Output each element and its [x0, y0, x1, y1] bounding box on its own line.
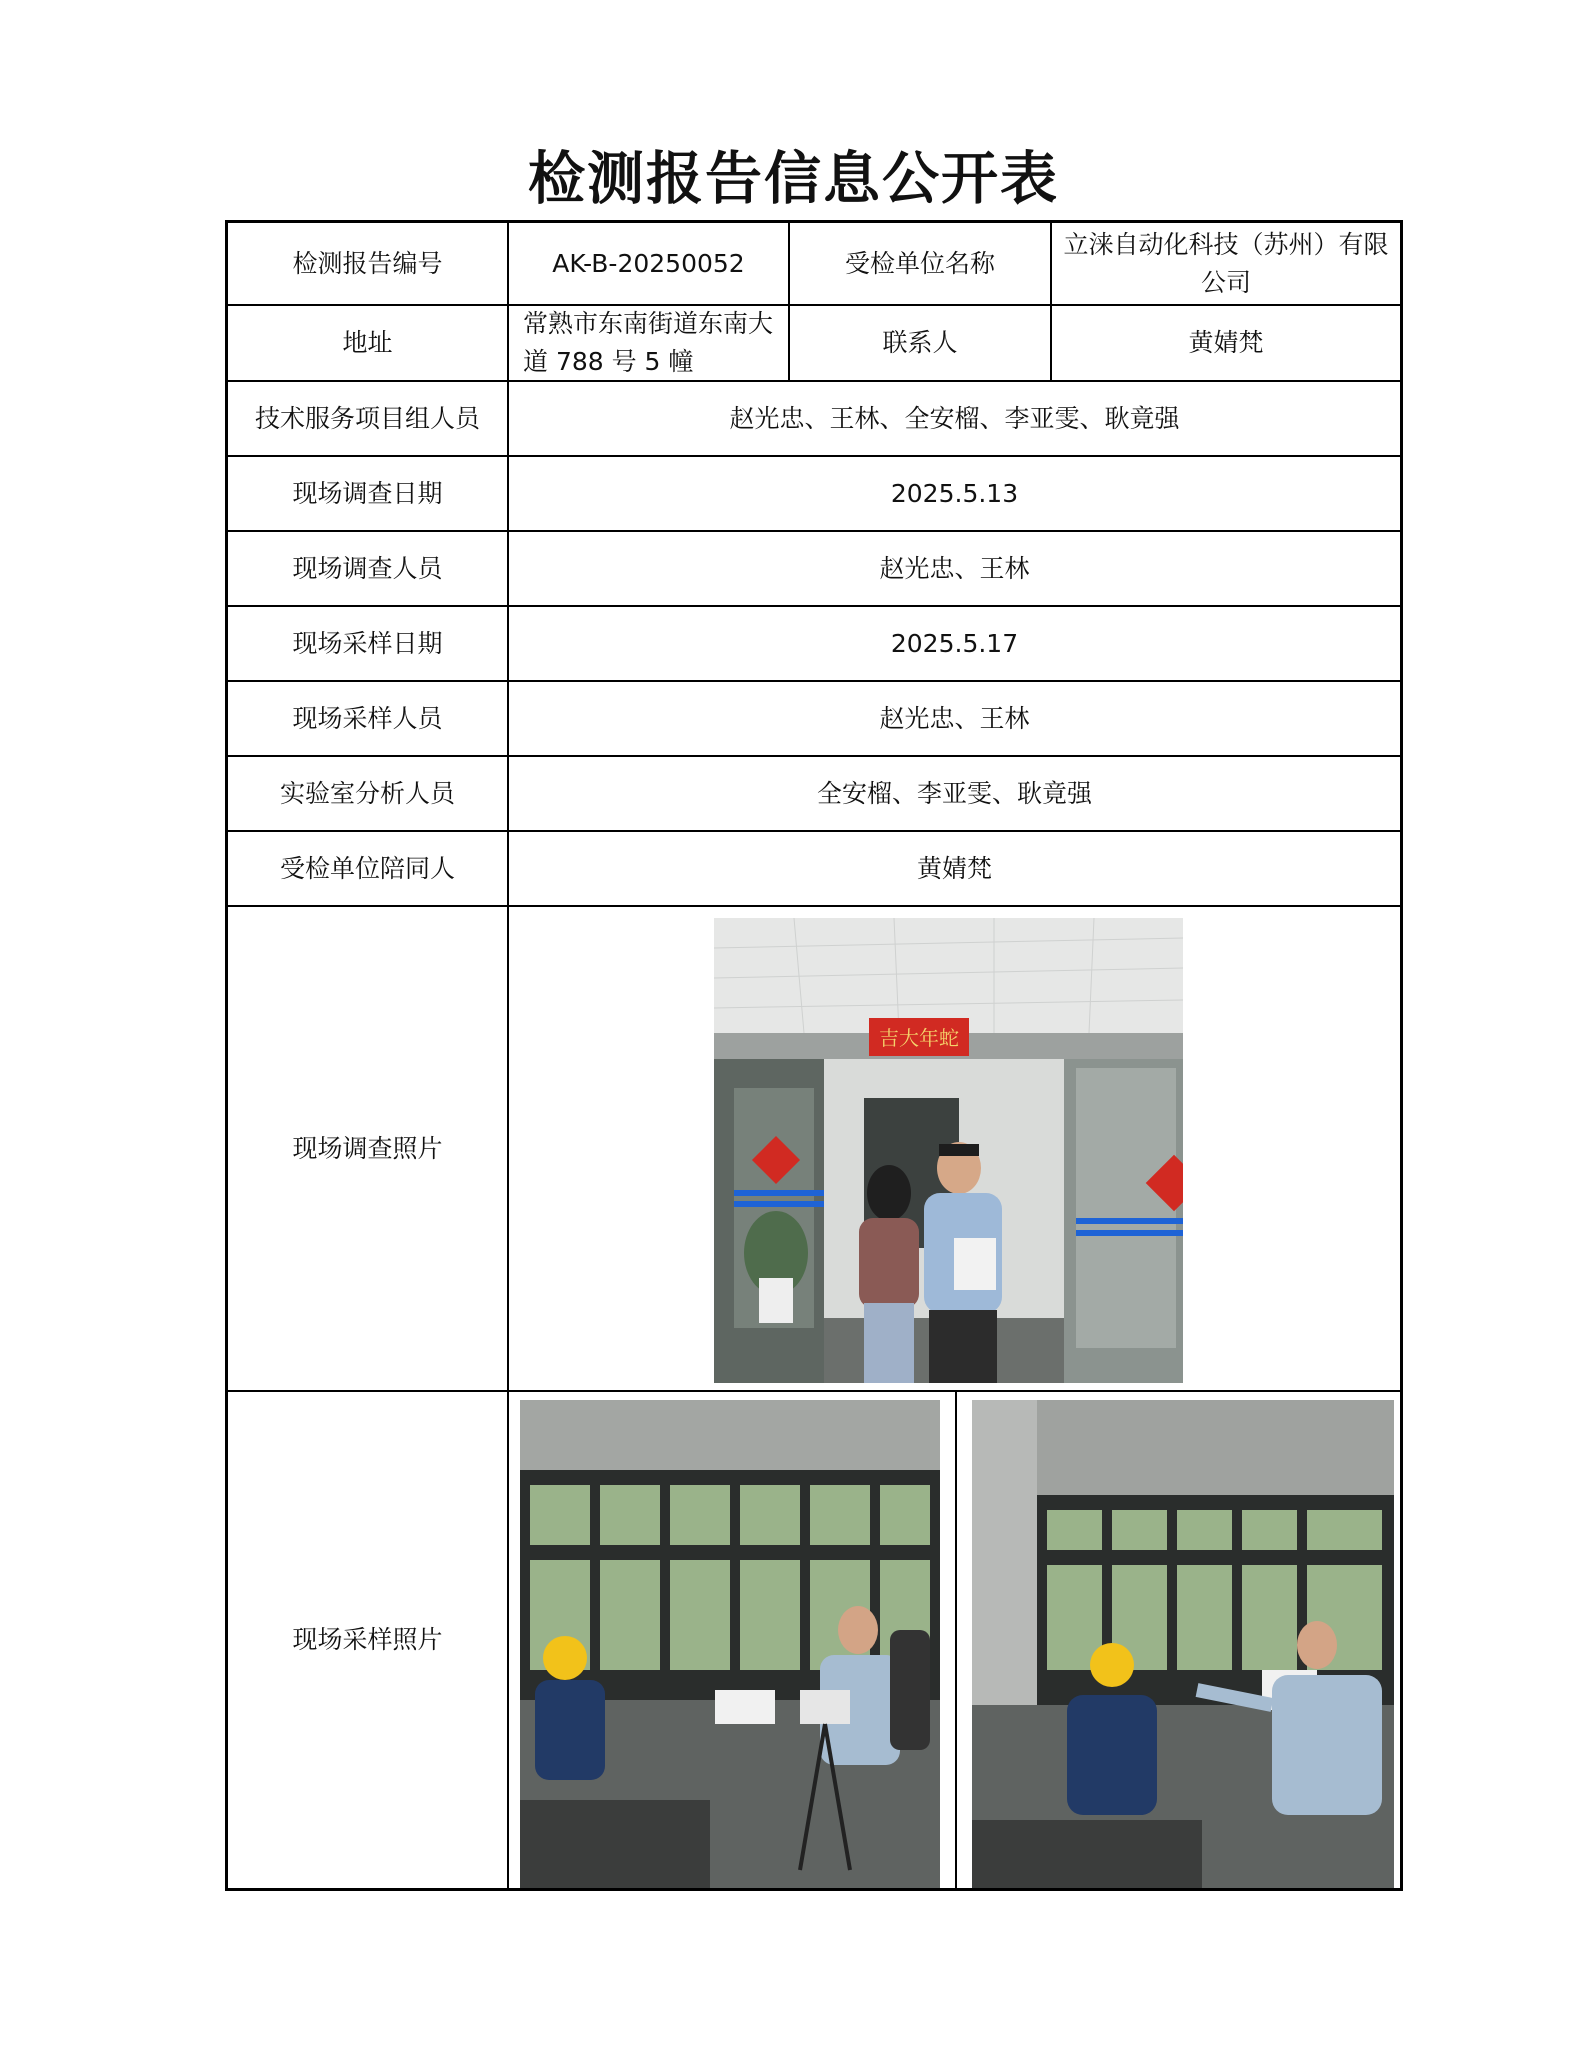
address-label: 地址 [342, 328, 393, 357]
sampling-photo-right-image [972, 1400, 1394, 1888]
survey-staff-label: 现场调查人员 [292, 553, 443, 583]
unit-name-value: 立涞自动化科技（苏州）有限公司 [1063, 229, 1389, 297]
lab-staff-label: 实验室分析人员 [279, 778, 455, 808]
report-no-label: 检测报告编号 [292, 248, 443, 278]
team-label: 技术服务项目组人员 [254, 403, 480, 433]
survey-photo-label: 现场调查照片 [292, 1133, 443, 1163]
sampling-photo-label: 现场采样照片 [292, 1625, 443, 1654]
sampling-staff-value: 赵光忠、王林 [879, 703, 1030, 733]
sampling-date-label: 现场采样日期 [292, 628, 443, 658]
sampling-photo-left [520, 1400, 940, 1888]
team-value: 赵光忠、王林、全安榴、李亚雯、耿竟强 [729, 403, 1180, 433]
address-value: 常熟市东南街道东南大道 788 号 5 幢 [523, 309, 774, 376]
sampling-photo-right [972, 1400, 1394, 1888]
escort-value: 黄婧梵 [916, 853, 992, 883]
survey-date-label: 现场调查日期 [292, 478, 443, 508]
sampling-photo-left-image [520, 1400, 940, 1888]
survey-photo [714, 918, 1183, 1383]
contact-value: 黄婧梵 [1188, 328, 1264, 357]
column-divider [955, 1390, 957, 1888]
survey-date-value: 2025.5.13 [890, 478, 1019, 508]
sampling-staff-label: 现场采样人员 [292, 703, 443, 733]
page-title: 检测报告信息公开表 [528, 145, 1059, 212]
banner-text: 吉大年蛇 [879, 1026, 959, 1050]
unit-name-label: 受检单位名称 [844, 248, 995, 278]
escort-label: 受检单位陪同人 [279, 853, 455, 883]
info-table [225, 220, 1403, 1891]
sampling-date-value: 2025.5.17 [890, 628, 1019, 658]
survey-staff-value: 赵光忠、王林 [879, 553, 1030, 583]
survey-photo-image [714, 918, 1183, 1383]
contact-label: 联系人 [882, 328, 958, 357]
lab-staff-value: 全安榴、李亚雯、耿竟强 [816, 778, 1092, 808]
report-no-value: AK-B-20250052 [552, 248, 745, 278]
